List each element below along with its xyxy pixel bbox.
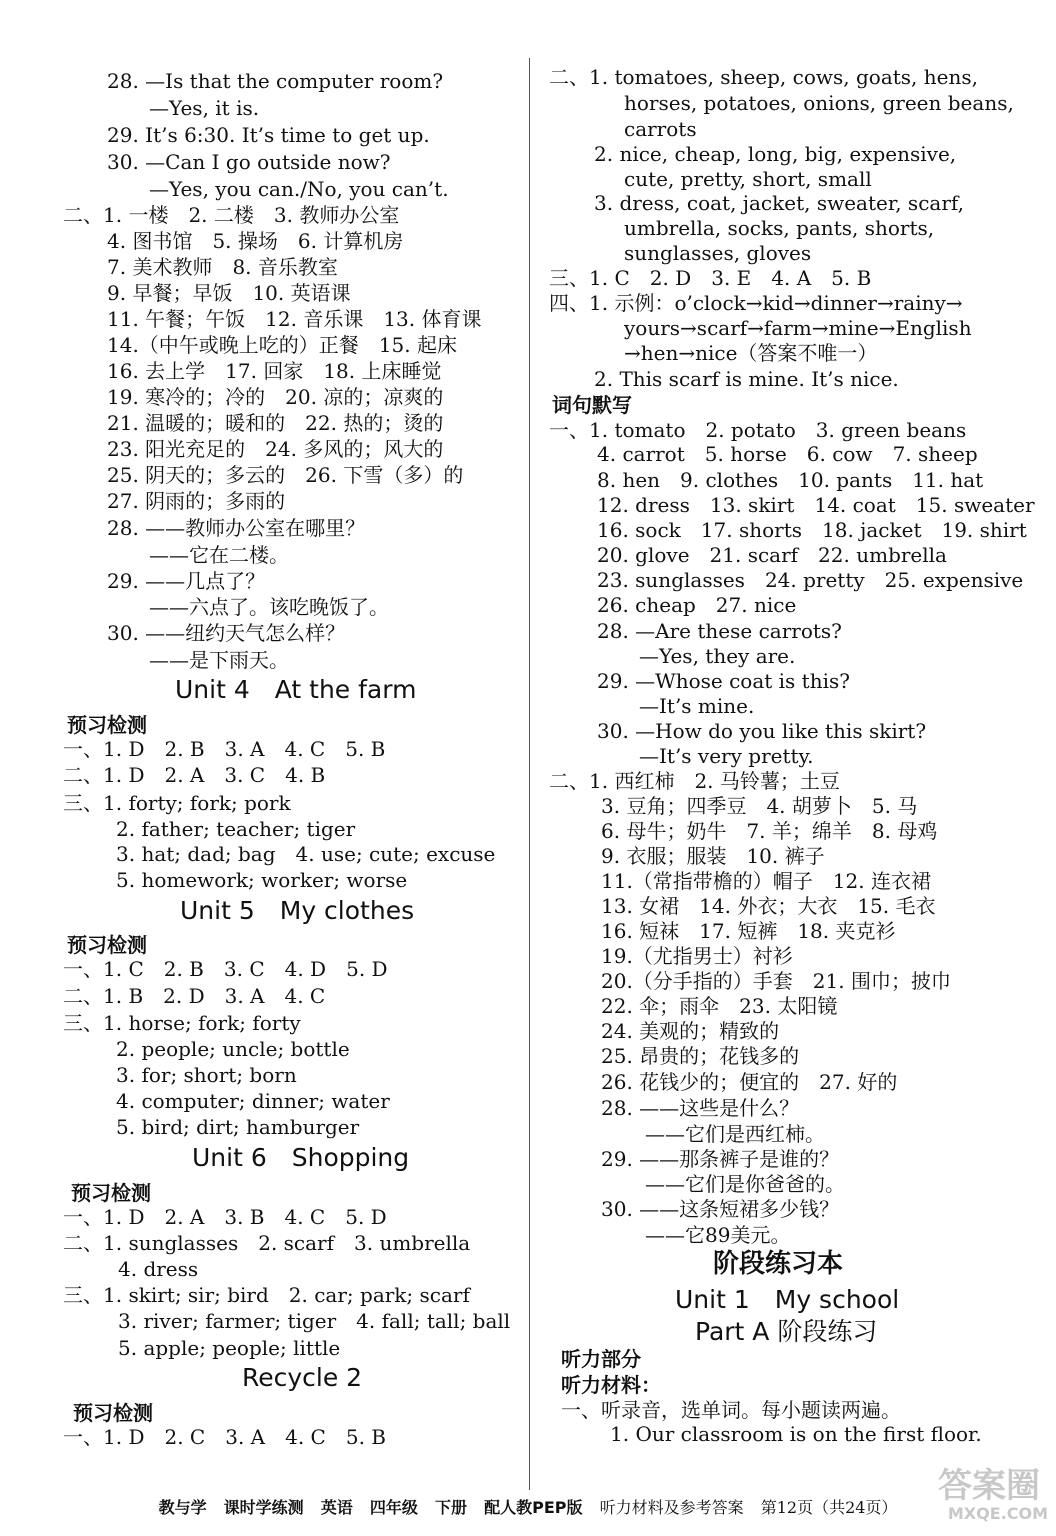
answer-line: 29. —Whose coat is this? [597,669,850,693]
answer-line: 一、1. tomato 2. potato 3. green beans [549,418,967,442]
answer-line: 28. ——教师办公室在哪里？ [107,516,366,540]
answer-line: 26. 花钱少的；便宜的 27. 好的 [601,1070,898,1094]
answer-line: 3. river; farmer; tiger 4. fall; tall; ball [118,1309,511,1333]
answer-line: 一、1. D 2. B 3. A 4. C 5. B [63,737,386,761]
answer-line: 一、听录音，选单词。每小题读两遍。 [561,1398,901,1422]
watermark-url: MXQE.COM [947,1504,1048,1523]
answer-line: 16. 去上学 17. 回家 18. 上床睡觉 [107,359,442,383]
part-heading: Part A 阶段练习 [695,1317,878,1346]
answer-line: 23. sunglasses 24. pretty 25. expensive [597,568,1024,592]
footer-note: 听力材料及参考答案 [599,1498,744,1517]
answer-line: 4. 图书馆 5. 操场 6. 计算机房 [107,229,404,253]
answer-line: 19. 寒冷的；冷的 20. 凉的；凉爽的 [107,385,444,409]
answer-line: 一、1. D 2. A 3. B 4. C 5. D [63,1205,387,1229]
answer-line: 30. ——这条短裙多少钱？ [601,1197,840,1221]
answer-line: 29. ——那条裤子是谁的？ [601,1147,840,1171]
section-heading: 预习检测 [67,713,147,737]
answer-line: sunglasses, gloves [624,241,812,265]
answer-line: ——它们是西红柿。 [645,1122,825,1146]
answer-line: 3. for; short; born [116,1063,297,1087]
unit-heading: Unit 6 Shopping [192,1143,410,1172]
answer-line: cute, pretty, short, small [624,167,872,191]
answer-line: ——它89美元。 [645,1223,791,1247]
answer-line: ——它在二楼。 [149,543,289,567]
unit-heading: Unit 4 At the farm [175,675,417,704]
watermark-logo [938,1468,1048,1530]
column-divider [529,58,530,1490]
answer-line: 20.（分手指的）手套 21. 围巾；披巾 [601,969,951,993]
answer-line: 二、1. 一楼 2. 二楼 3. 教师办公室 [63,203,400,227]
watermark-text: 答案圈 [938,1466,1040,1506]
answer-line: 3. hat; dad; bag 4. use; cute; excuse [116,842,496,866]
answer-line: 12. dress 13. skirt 14. coat 15. sweater [597,493,1035,517]
right-column [535,0,1056,1490]
footer-subject: 英语 [320,1498,353,1517]
section-heading: 预习检测 [73,1401,153,1425]
page-footer [0,1492,1056,1524]
answer-line: 8. hen 9. clothes 10. pants 11. hat [597,468,984,492]
answer-line: 9. 早餐；早饭 10. 英语课 [107,281,351,305]
answer-line: 25. 阴天的；多云的 26. 下雪（多）的 [107,463,464,487]
answer-line: 16. sock 17. shorts 18. jacket 19. shirt [597,518,1027,542]
footer-grade: 四年级 [369,1498,418,1517]
answer-line: 四、1. 示例：o’clock→kid→dinner→rainy→ [549,291,963,315]
footer-volume: 下册 [435,1498,468,1517]
answer-line: 三、1. horse; fork; forty [63,1011,301,1035]
answer-line: yours→scarf→farm→mine→English [624,316,972,340]
answer-line: 24. 美观的；精致的 [601,1019,780,1043]
answer-line: —Yes, you can./No, you can’t. [149,177,449,201]
answer-line: 5. bird; dirt; hamburger [116,1115,360,1139]
answer-line: 三、1. skirt; sir; bird 2. car; park; scarf [63,1283,470,1307]
answer-line: 2. nice, cheap, long, big, expensive, [594,142,957,166]
answer-line: 一、1. D 2. C 3. A 4. C 5. B [63,1425,386,1449]
answer-line: 2. This scarf is mine. It’s nice. [594,367,899,391]
answer-line: 2. people; uncle; bottle [116,1037,350,1061]
answer-line: 二、1. D 2. A 3. C 4. B [63,763,326,787]
answer-line: 4. computer; dinner; water [116,1089,390,1113]
answer-line: 11. 午餐；午饭 12. 音乐课 13. 体育课 [107,307,482,331]
answer-line: 25. 昂贵的；花钱多的 [601,1044,800,1068]
answer-line: 3. 豆角；四季豆 4. 胡萝卜 5. 马 [601,794,918,818]
answer-line: 16. 短袜 17. 短裤 18. 夹克衫 [601,919,896,943]
answer-line: 29. It’s 6:30. It’s time to get up. [107,123,430,147]
answer-line: 11.（常指带檐的）帽子 12. 连衣裙 [601,869,931,893]
footer-publisher: 教与学 [158,1498,207,1517]
left-column [0,0,525,1490]
answer-line: carrots [624,117,697,141]
answer-line: 30. —How do you like this skirt? [597,719,927,743]
section-heading: 听力材料： [561,1373,661,1397]
answer-line: 二、1. sunglasses 2. scarf 3. umbrella [63,1231,471,1255]
answer-line: ——六点了。该吃晚饭了。 [149,595,389,619]
section-heading: 听力部分 [561,1347,641,1371]
answer-line: 4. carrot 5. horse 6. cow 7. sheep [597,442,978,466]
answer-line: 27. 阴雨的；多雨的 [107,489,286,513]
answer-line: horses, potatoes, onions, green beans, [624,91,1014,115]
answer-line: 30. ——纽约天气怎么样？ [107,621,346,645]
answer-line: 5. homework; worker; worse [116,868,408,892]
answer-line: 二、1. tomatoes, sheep, cows, goats, hens, [549,65,978,89]
answer-line: ——是下雨天。 [149,648,289,672]
footer-edition: 配人教PEP版 [484,1498,583,1517]
section-heading: 预习检测 [71,1181,151,1205]
answer-line: 19.（尤指男士）衬衫 [601,944,793,968]
answer-line: 6. 母牛；奶牛 7. 羊；绵羊 8. 母鸡 [601,819,938,843]
answer-line: 28. —Are these carrots? [597,619,842,643]
answer-line: 7. 美术教师 8. 音乐教室 [107,255,338,279]
answer-line: 20. glove 21. scarf 22. umbrella [597,543,947,567]
answer-line: ——它们是你爸爸的。 [645,1172,845,1196]
book-section-title: 阶段练习本 [713,1249,844,1279]
answer-line: 23. 阳光充足的 24. 多风的；风大的 [107,437,444,461]
answer-line: umbrella, socks, pants, shorts, [624,216,935,240]
answer-line: 21. 温暖的；暖和的 22. 热的；烫的 [107,411,444,435]
answer-line: 26. cheap 27. nice [597,593,797,617]
answer-line: 22. 伞；雨伞 23. 太阳镜 [601,994,838,1018]
answer-line: 三、1. C 2. D 3. E 4. A 5. B [549,266,872,290]
answer-line: 13. 女裙 14. 外衣；大衣 15. 毛衣 [601,894,936,918]
section-heading: 预习检测 [67,933,147,957]
answer-line: 28. ——这些是什么？ [601,1096,800,1120]
answer-line: 4. dress [118,1257,199,1281]
answer-line: —Yes, it is. [149,96,260,120]
answer-line: 二、1. B 2. D 3. A 4. C [63,984,326,1008]
answer-line: 二、1. 西红柿 2. 马铃薯；土豆 [549,769,840,793]
answer-line: →hen→nice（答案不唯一） [624,341,878,365]
answer-line: —It’s very pretty. [639,744,814,768]
answer-line: 14.（中午或晚上吃的）正餐 15. 起床 [107,333,457,357]
answer-line: 1. Our classroom is on the first floor. [610,1422,982,1446]
answer-line: 2. father; teacher; tiger [116,817,356,841]
answer-line: 3. dress, coat, jacket, sweater, scarf, [594,191,964,215]
footer-series: 课时学练测 [223,1498,304,1517]
unit-heading: Recycle 2 [242,1363,363,1392]
answer-line: 29. ——几点了？ [107,569,266,593]
unit-heading: Unit 1 My school [675,1285,900,1314]
answer-line: 三、1. forty; fork; pork [63,791,291,815]
section-heading: 词句默写 [552,393,632,417]
answer-line: 一、1. C 2. B 3. C 4. D 5. D [63,957,388,981]
answer-line: 28. —Is that the computer room? [107,69,444,93]
answer-line: 9. 衣服；服装 10. 裤子 [601,844,825,868]
unit-heading: Unit 5 My clothes [180,896,415,925]
answer-line: 5. apple; people; little [118,1336,341,1360]
answer-line: —It’s mine. [639,694,755,718]
answer-line: 30. —Can I go outside now? [107,150,391,174]
answer-line: —Yes, they are. [639,644,796,668]
page-number: 第12页（共24页） [760,1498,898,1517]
